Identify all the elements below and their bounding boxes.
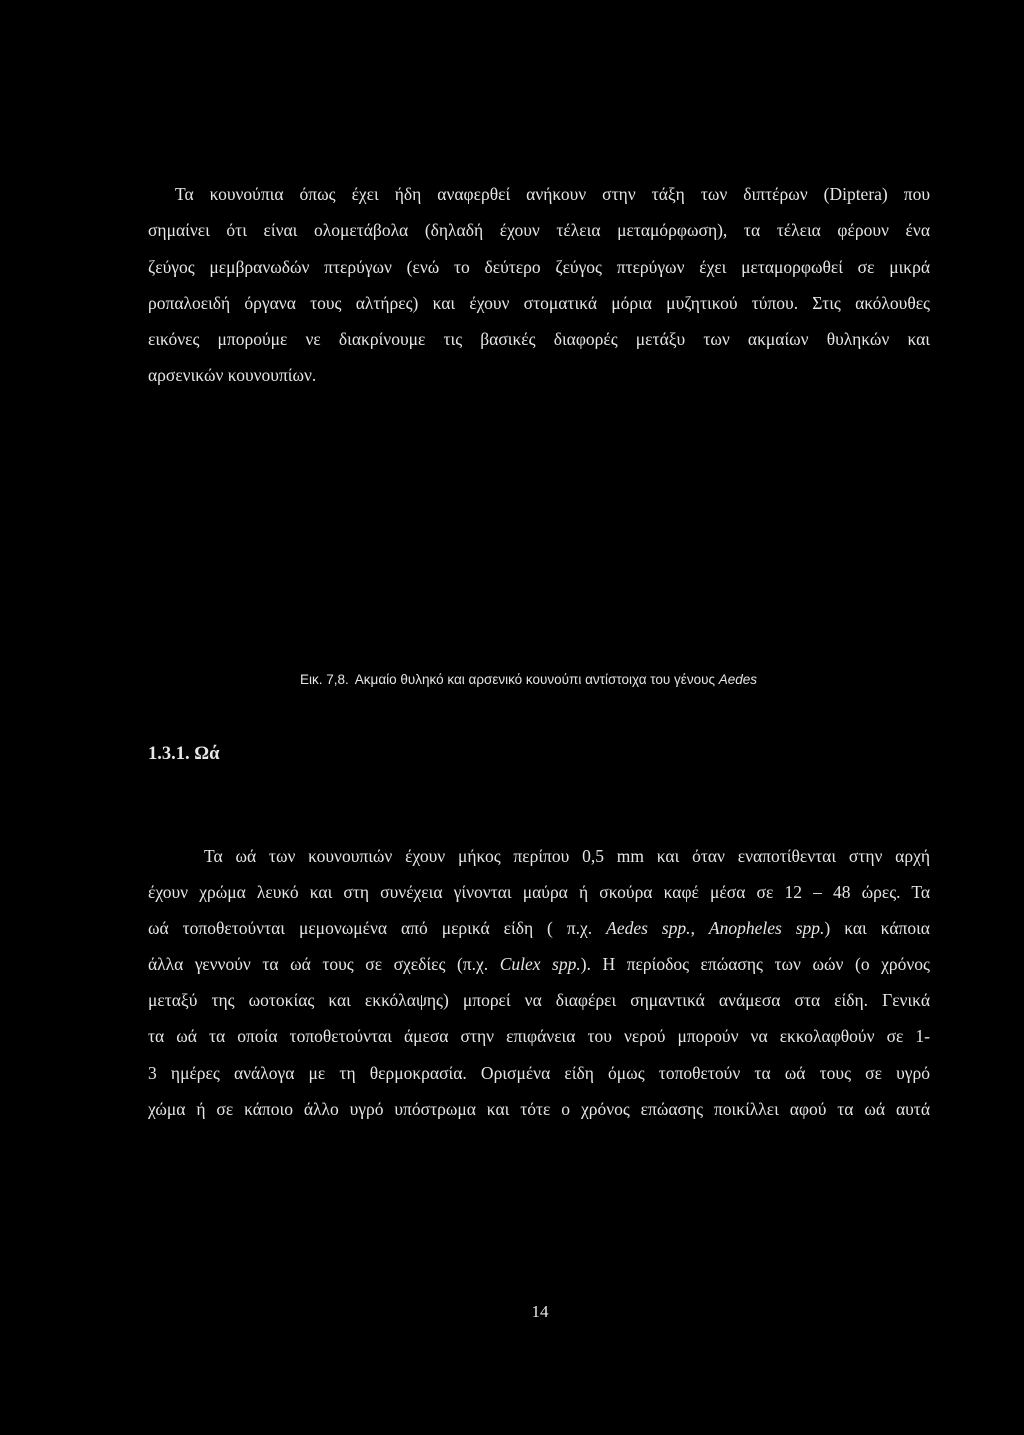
intro-line: ζεύγος μεμβρανωδών πτερύγων (ενώ το δεύτερο ζεύγος πτερύγων έχει μεταμορφωθεί σε μικρά — [148, 256, 930, 277]
intro-line: αρσενικών κουνουπίων. — [148, 365, 317, 386]
intro-line: εικόνες μπορούμε νε διακρίνουμε τις βασικές διαφορές μετάξυ των ακμαίων θυληκών και — [148, 329, 930, 350]
species-name: Anopheles spp. — [708, 918, 825, 939]
eggs-line — [148, 910, 930, 946]
eggs-line: μεταξύ της ωοτοκίας και εκκόλαψης) μπορεί να διαφέρει σημαντικά ανάμεσα στα είδη. Γενικά — [148, 990, 930, 1011]
eggs-line: έχουν χρώμα λευκό και στη συνέχεια γίνονται μαύρα ή σκούρα καφέ μέσα σε 12 – 48 ώρες. Τα — [148, 882, 930, 903]
figure-caption — [300, 672, 757, 687]
intro-line: σημαίνει ότι είναι ολομετάβολα (δηλαδή έχουν τέλεια μεταμόρφωση), τα τέλεια φέρουν ένα — [148, 220, 930, 241]
eggs-text: ) και κάποια — [824, 918, 930, 939]
page-number: 14 — [531, 1302, 549, 1321]
section-heading: 1.3.1. Ωά — [148, 744, 220, 764]
eggs-text: , — [690, 918, 695, 939]
figure-number: Εικ. 7,8. — [300, 672, 349, 687]
figure-caption-text: Ακμαίο θυληκό και αρσενικό κουνούπι αντίστοιχα του γένους — [354, 672, 715, 687]
eggs-line: χώμα ή σε κάποιο άλλο υγρό υπόστρωμα και τότε ο χρόνος επώασης ποικίλλει αφού τα ωά αυτά — [148, 1098, 930, 1119]
eggs-text: ωά τοποθετούνται μεμονωμένα από μερικά είδη ( π.χ. — [148, 918, 593, 939]
eggs-line: τα ωά τα οποία τοποθετούνται άμεσα στην επιφάνεια του νερού μπορούν να εκκολαφθούν σε 1- — [148, 1026, 930, 1047]
species-name: Aedes spp. — [606, 918, 691, 939]
eggs-text: άλλα γεννούν τα ωά τους σε σχεδίες (π.χ. — [148, 954, 489, 975]
intro-line: ροπαλοειδή όργανα τους αλτήρες) και έχουν στοματικά μόρια μυζητικού τύπου. Στις ακόλουθες — [148, 292, 930, 313]
eggs-line: 3 ημέρες ανάλογα με τη θερμοκρασία. Ορισμένα είδη όμως τοποθετούν τα ωά τους σε υγρό — [148, 1062, 930, 1083]
eggs-line — [148, 946, 930, 982]
eggs-paragraph — [148, 838, 930, 1127]
figure-caption-genus: Aedes — [718, 672, 758, 687]
intro-paragraph — [148, 176, 930, 394]
eggs-line: Τα ωά των κουνουπιών έχουν μήκος περίπου 0,5 mm και όταν εναποτίθενται στην αρχή — [204, 846, 930, 866]
species-name: Culex spp. — [499, 954, 581, 975]
eggs-text: ). Η περίοδος επώασης των ωών (ο χρόνος — [580, 954, 930, 975]
intro-line: Τα κουνούπια όπως έχει ήδη αναφερθεί ανήκουν στην τάξη των διπτέρων (Diptera) που — [175, 184, 930, 204]
